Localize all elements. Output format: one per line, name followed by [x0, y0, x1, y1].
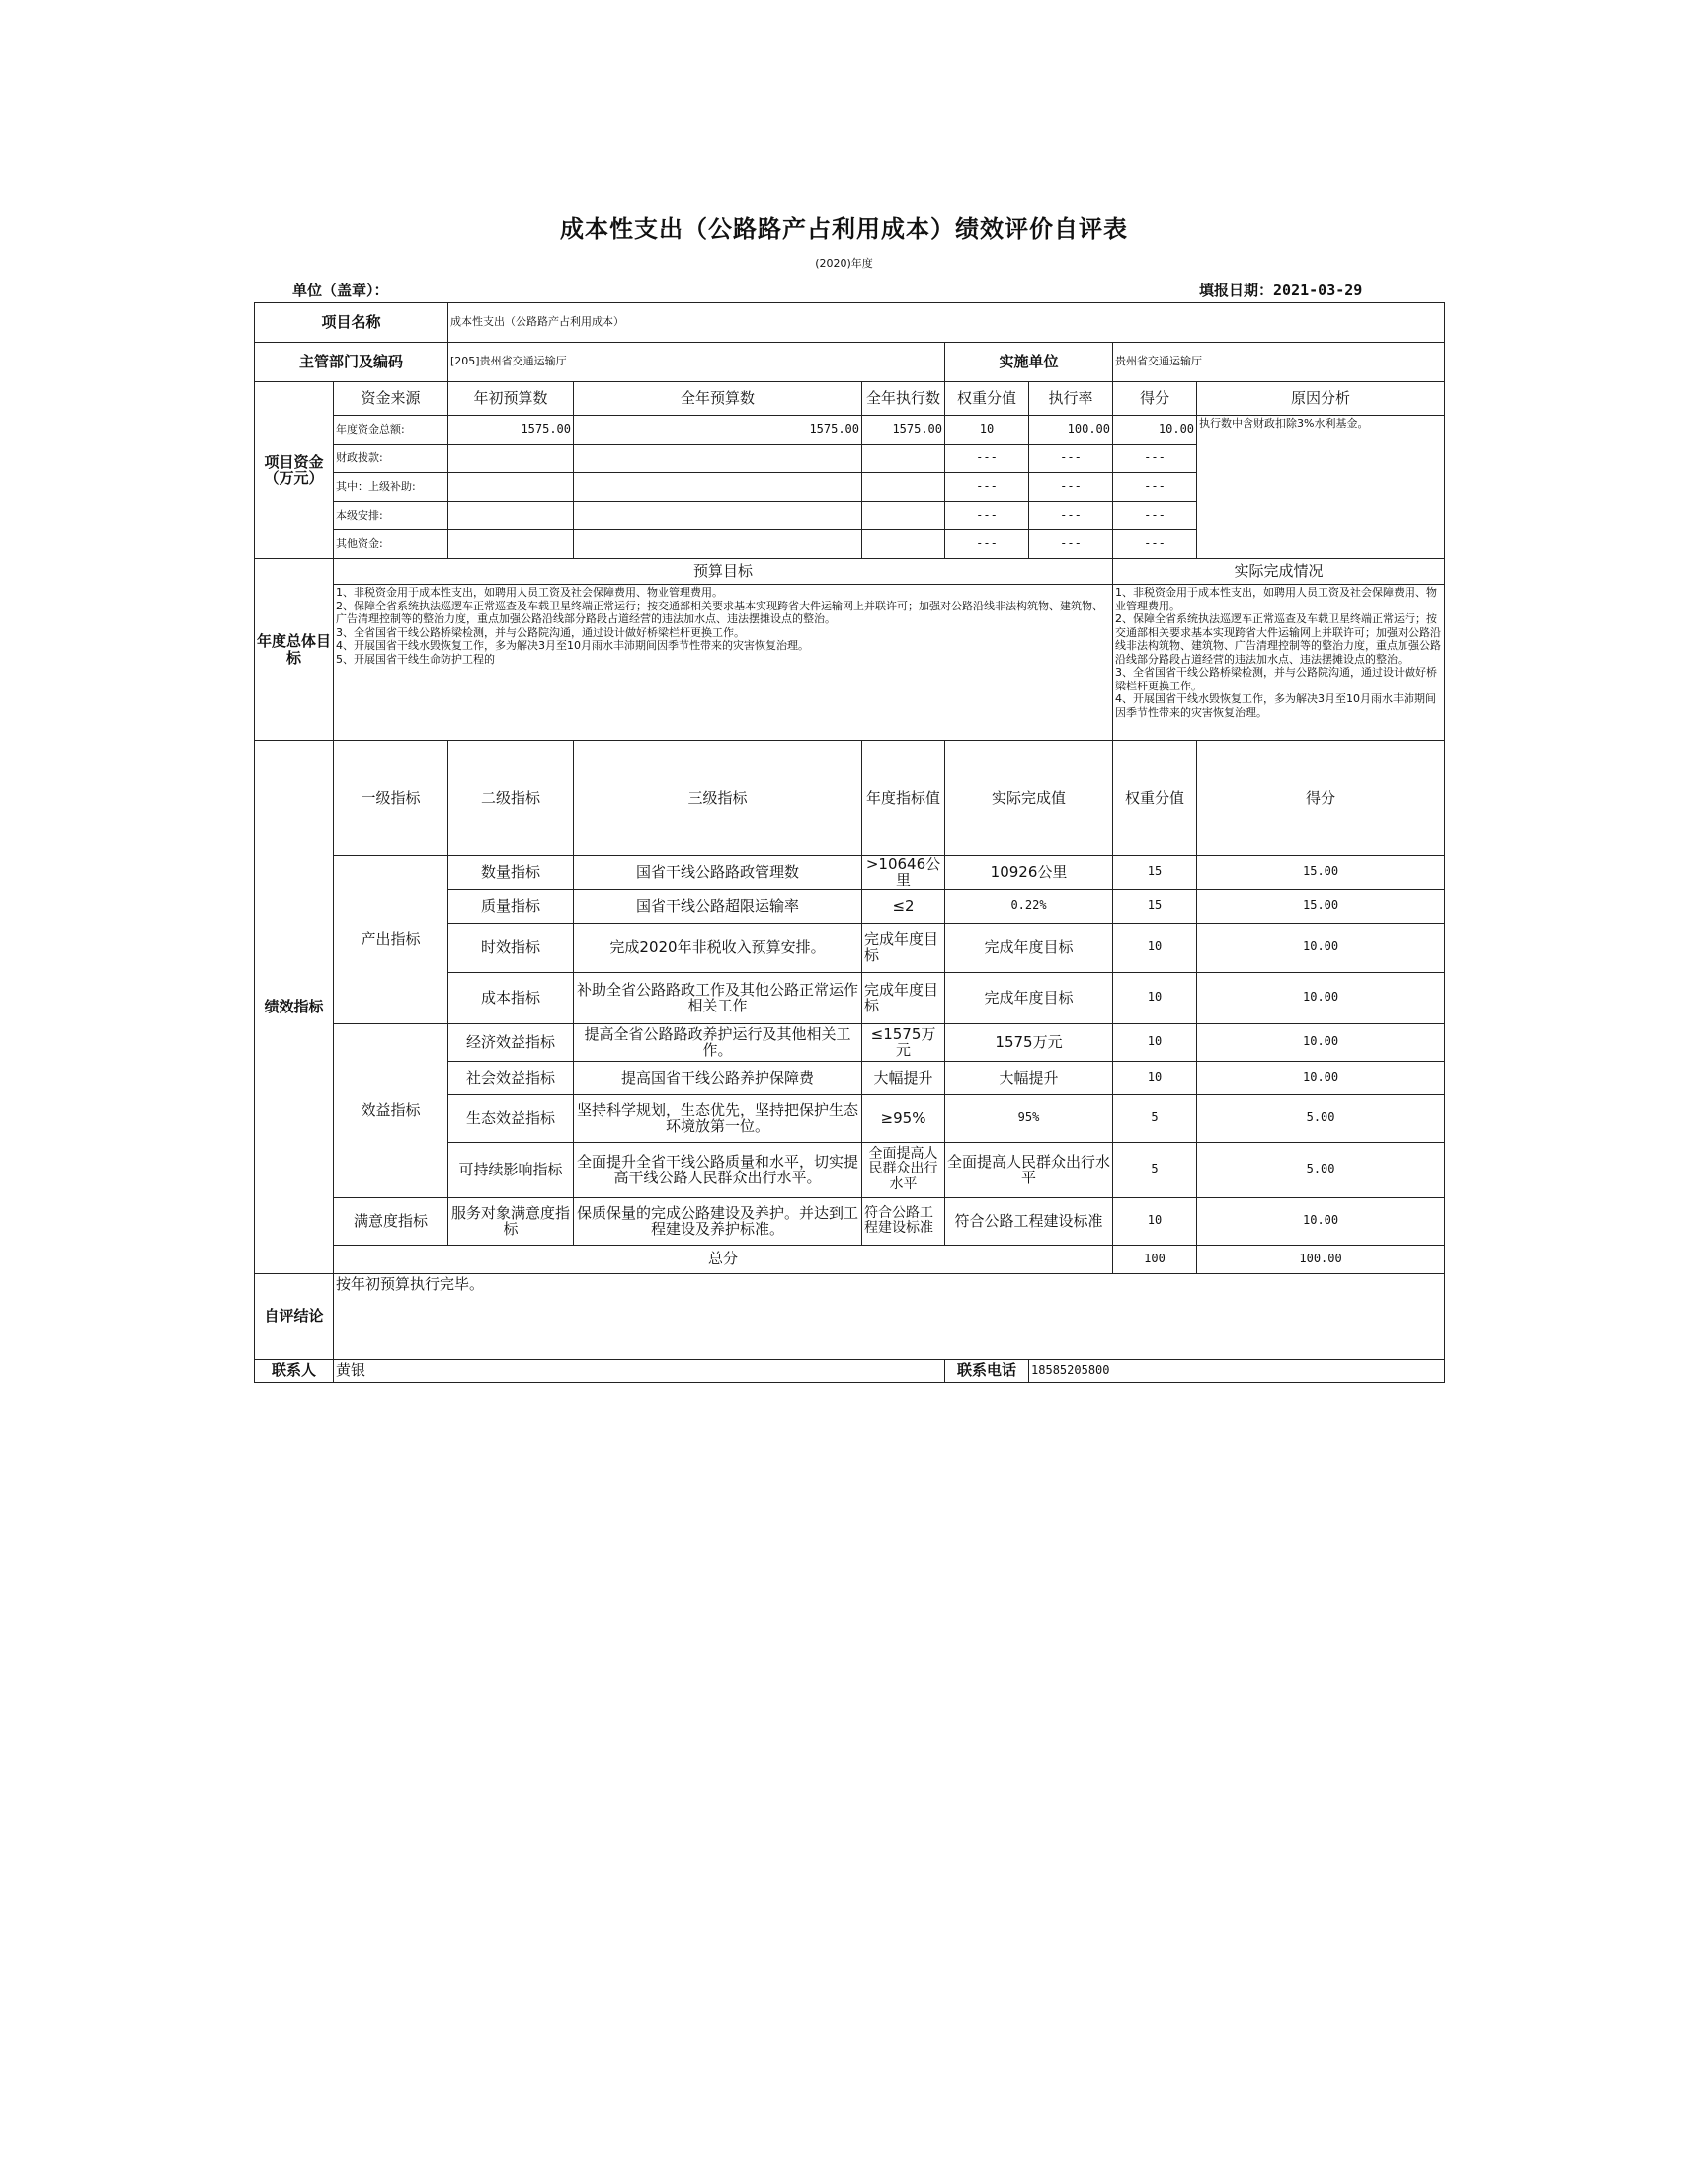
funds-header-weight: 权重分值 [945, 382, 1029, 416]
unit-label: 单位（盖章）： [292, 282, 389, 299]
funds-header-score: 得分 [1113, 382, 1197, 416]
actual-cell: 符合公路工程建设标准 [945, 1197, 1113, 1245]
target-cell: 完成年度目标 [862, 923, 945, 972]
funds-label: 项目资金（万元） [255, 382, 334, 559]
project-name-value: 成本性支出（公路路产占利用成本） [448, 303, 1445, 343]
performance-label: 绩效指标 [255, 741, 334, 1274]
funds-row-name: 年度资金总额: [334, 416, 448, 445]
weight-cell: 5 [1113, 1142, 1197, 1197]
level2-cell: 服务对象满意度指标 [448, 1197, 574, 1245]
funds-header-source: 资金来源 [334, 382, 448, 416]
perf-header-target: 年度指标值 [862, 741, 945, 856]
impl-label: 实施单位 [945, 343, 1113, 382]
funds-row-score: --- [1113, 473, 1197, 502]
weight-cell: 10 [1113, 1197, 1197, 1245]
score-cell: 5.00 [1197, 1142, 1445, 1197]
actual-cell: 全面提高人民群众出行水平 [945, 1142, 1113, 1197]
funds-row-score: 10.00 [1113, 416, 1197, 445]
phone-label: 联系电话 [945, 1359, 1029, 1382]
level2-cell: 经济效益指标 [448, 1023, 574, 1061]
target-cell: 符合公路工程建设标准 [862, 1197, 945, 1245]
weight-cell: 10 [1113, 923, 1197, 972]
level2-cell: 时效指标 [448, 923, 574, 972]
funds-row-name: 其中：上级补助: [334, 473, 448, 502]
funds-row-rate: --- [1029, 445, 1113, 473]
target-cell: ≤2 [862, 889, 945, 923]
score-cell: 10.00 [1197, 1023, 1445, 1061]
level3-cell: 国省干线公路超限运输率 [574, 889, 862, 923]
actual-cell: 完成年度目标 [945, 972, 1113, 1023]
actual-cell: 10926公里 [945, 855, 1113, 889]
impl-value: 贵州省交通运输厅 [1113, 343, 1445, 382]
target-cell: >10646公里 [862, 855, 945, 889]
funds-row-executed: 1575.00 [862, 416, 945, 445]
target-cell: 全面提高人民群众出行水平 [862, 1142, 945, 1197]
score-cell: 10.00 [1197, 972, 1445, 1023]
budget-goal-line: 4、开展国省干线水毁恢复工作，多为解决3月至10月雨水丰沛期间因季节性带来的灾害恢复治理。 [336, 639, 809, 652]
funds-row-executed [862, 502, 945, 530]
score-cell: 15.00 [1197, 889, 1445, 923]
actual-goal-line: 3、全省国省干线公路桥梁检测，并与公路院沟通，通过设计做好桥梁栏杆更换工作。 [1115, 666, 1438, 692]
level3-cell: 完成2020年非税收入预算安排。 [574, 923, 862, 972]
funds-row-score: --- [1113, 445, 1197, 473]
budget-goal-text [334, 585, 1113, 741]
phone-value: 18585205800 [1029, 1359, 1445, 1382]
actual-cell: 0.22% [945, 889, 1113, 923]
level2-cell: 成本指标 [448, 972, 574, 1023]
perf-header-level1: 一级指标 [334, 741, 448, 856]
funds-row-score: --- [1113, 502, 1197, 530]
score-cell: 10.00 [1197, 1197, 1445, 1245]
level3-cell: 全面提升全省干线公路质量和水平，切实提高干线公路人民群众出行水平。 [574, 1142, 862, 1197]
level1-benefit: 效益指标 [334, 1023, 448, 1197]
date-label: 填报日期： [1199, 282, 1274, 299]
funds-row-executed [862, 445, 945, 473]
weight-cell: 5 [1113, 1094, 1197, 1142]
target-cell: ≥95% [862, 1094, 945, 1142]
funds-header-reason: 原因分析 [1197, 382, 1445, 416]
actual-cell: 95% [945, 1094, 1113, 1142]
level3-cell: 补助全省公路路政工作及其他公路正常运作相关工作 [574, 972, 862, 1023]
funds-row-weight: --- [945, 445, 1029, 473]
funds-row-weight: --- [945, 473, 1029, 502]
score-cell: 10.00 [1197, 1061, 1445, 1094]
goals-label: 年度总体目标 [255, 559, 334, 741]
funds-row-rate: 100.00 [1029, 416, 1113, 445]
weight-cell: 10 [1113, 972, 1197, 1023]
funds-header-initial: 年初预算数 [448, 382, 574, 416]
budget-goal-line: 5、开展国省干线生命防护工程的 [336, 652, 495, 666]
level2-cell: 数量指标 [448, 855, 574, 889]
perf-header-actual: 实际完成值 [945, 741, 1113, 856]
funds-row-initial [448, 502, 574, 530]
funds-reason: 执行数中含财政扣除3%水利基金。 [1197, 416, 1445, 559]
conclusion-label: 自评结论 [255, 1273, 334, 1359]
actual-goal-line: 4、开展国省干线水毁恢复工作，多为解决3月至10月雨水丰沛期间因季节性带来的灾害恢复治理。 [1115, 692, 1437, 719]
score-cell: 5.00 [1197, 1094, 1445, 1142]
page-title: 成本性支出（公路路产占利用成本）绩效评价自评表 [560, 215, 1128, 243]
conclusion-text: 按年初预算执行完毕。 [334, 1273, 1445, 1359]
contact-name: 黄银 [334, 1359, 945, 1382]
funds-row-name: 其他资金: [334, 530, 448, 559]
funds-row-initial [448, 473, 574, 502]
budget-goal-line: 1、非税资金用于成本性支出，如聘用人员工资及社会保障费用、物业管理费用。 [336, 586, 723, 599]
weight-cell: 15 [1113, 889, 1197, 923]
dept-label: 主管部门及编码 [255, 343, 448, 382]
funds-row-rate: --- [1029, 473, 1113, 502]
level3-cell: 国省干线公路路政管理数 [574, 855, 862, 889]
target-cell: 大幅提升 [862, 1061, 945, 1094]
funds-row-rate: --- [1029, 502, 1113, 530]
level3-cell: 坚持科学规划，生态优先，坚持把保护生态环境放第一位。 [574, 1094, 862, 1142]
perf-header-level2: 二级指标 [448, 741, 574, 856]
actual-cell: 大幅提升 [945, 1061, 1113, 1094]
budget-goal-header: 预算目标 [334, 559, 1113, 585]
target-cell: ≤1575万元 [862, 1023, 945, 1061]
budget-goal-line: 2、保障全省系统执法巡逻车正常巡查及车载卫星终端正常运行；按交通部相关要求基本实现跨省大件运输网上并联许可；加强对公路沿线非法构筑物、建筑物、广告清理控制等的整治力度，重点加强公路沿线部分路段占道经营的违法加水点、违法摆摊设点的整治。 [336, 599, 1103, 625]
project-name-label: 项目名称 [255, 303, 448, 343]
total-label: 总分 [334, 1245, 1113, 1273]
funds-row-weight: --- [945, 530, 1029, 559]
actual-cell: 完成年度目标 [945, 923, 1113, 972]
target-cell: 完成年度目标 [862, 972, 945, 1023]
actual-goal-text [1113, 585, 1445, 741]
year-line: (2020)年度 [815, 257, 873, 270]
weight-cell: 15 [1113, 855, 1197, 889]
perf-header-weight: 权重分值 [1113, 741, 1197, 856]
funds-row-executed [862, 530, 945, 559]
perf-header-score: 得分 [1197, 741, 1445, 856]
weight-cell: 10 [1113, 1023, 1197, 1061]
actual-goal-header: 实际完成情况 [1113, 559, 1445, 585]
funds-row-weight: --- [945, 502, 1029, 530]
funds-row-executed [862, 473, 945, 502]
funds-row-initial: 1575.00 [448, 416, 574, 445]
funds-row-name: 财政拨款: [334, 445, 448, 473]
date-value: 2021-03-29 [1273, 282, 1363, 299]
funds-row-annual [574, 473, 862, 502]
funds-row-rate: --- [1029, 530, 1113, 559]
funds-row-initial [448, 445, 574, 473]
level2-cell: 质量指标 [448, 889, 574, 923]
level2-cell: 可持续影响指标 [448, 1142, 574, 1197]
funds-header-rate: 执行率 [1029, 382, 1113, 416]
level3-cell: 保质保量的完成公路建设及养护。并达到工程建设及养护标准。 [574, 1197, 862, 1245]
funds-row-annual [574, 502, 862, 530]
level1-output: 产出指标 [334, 855, 448, 1023]
total-score: 100.00 [1197, 1245, 1445, 1273]
fill-date [1199, 280, 1362, 300]
funds-row-weight: 10 [945, 416, 1029, 445]
level3-cell: 提高国省干线公路养护保障费 [574, 1061, 862, 1094]
weight-cell: 10 [1113, 1061, 1197, 1094]
actual-goal-line: 2、保障全省系统执法巡逻车正常巡查及车载卫星终端正常运行；按交通部相关要求基本实现跨省大件运输网上并联许可；加强对公路沿线非法构筑物、建筑物、广告清理控制等的整治力度，重点加强公路沿线部分路段占道经营的违法加水点、违法摆摊设点的整治。 [1115, 612, 1442, 666]
score-cell: 15.00 [1197, 855, 1445, 889]
funds-row-name: 本级安排: [334, 502, 448, 530]
level2-cell: 生态效益指标 [448, 1094, 574, 1142]
contact-label: 联系人 [255, 1359, 334, 1382]
funds-row-initial [448, 530, 574, 559]
score-cell: 10.00 [1197, 923, 1445, 972]
perf-header-level3: 三级指标 [574, 741, 862, 856]
funds-row-score: --- [1113, 530, 1197, 559]
funds-row-annual [574, 445, 862, 473]
funds-row-annual [574, 530, 862, 559]
funds-header-executed: 全年执行数 [862, 382, 945, 416]
actual-cell: 1575万元 [945, 1023, 1113, 1061]
level3-cell: 提高全省公路路政养护运行及其他相关工作。 [574, 1023, 862, 1061]
level2-cell: 社会效益指标 [448, 1061, 574, 1094]
funds-header-annual: 全年预算数 [574, 382, 862, 416]
actual-goal-line: 1、非税资金用于成本性支出，如聘用人员工资及社会保障费用、物业管理费用。 [1115, 586, 1438, 612]
budget-goal-line: 3、全省国省干线公路桥梁检测，并与公路院沟通，通过设计做好桥梁栏杆更换工作。 [336, 625, 745, 639]
funds-row-annual: 1575.00 [574, 416, 862, 445]
total-weight: 100 [1113, 1245, 1197, 1273]
evaluation-table [254, 302, 1445, 1383]
level1-satisfaction: 满意度指标 [334, 1197, 448, 1245]
dept-value: [205]贵州省交通运输厅 [448, 343, 945, 382]
